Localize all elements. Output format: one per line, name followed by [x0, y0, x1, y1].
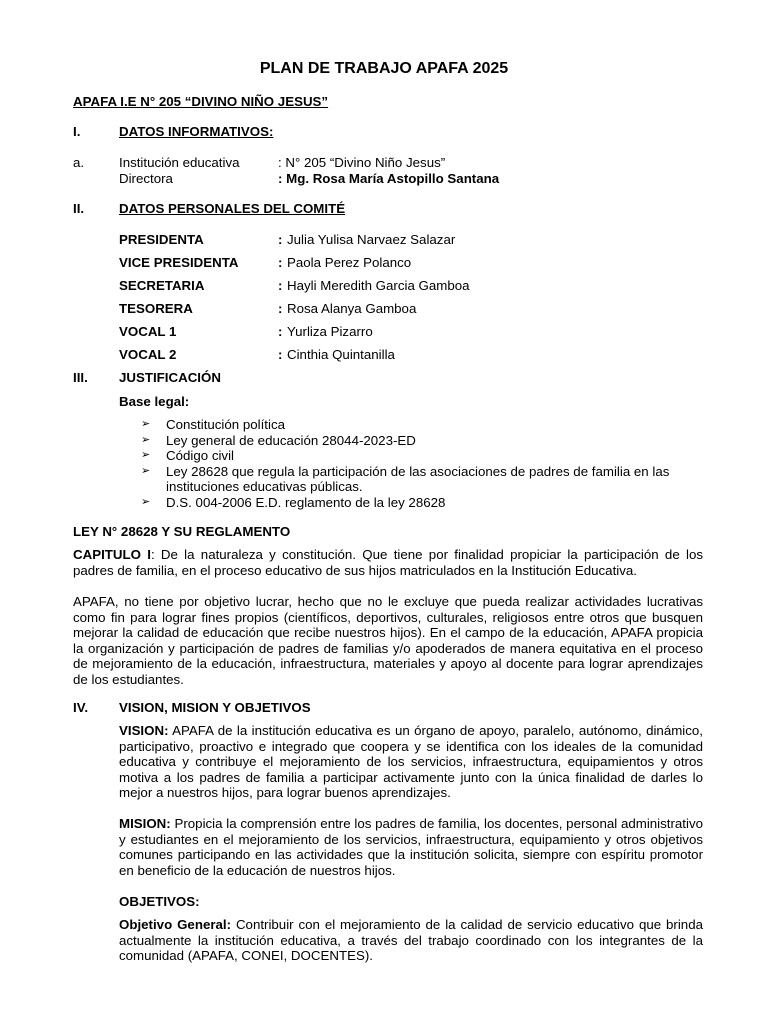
capitulo-paragraph: CAPITULO I: De la naturaleza y constitución. Que tiene por finalidad propiciar la participación de los padres de familia, en el proceso educativo de sus hijos matriculados en la Institución Educativa. — [73, 547, 703, 578]
arrow-bullet-icon: ➢ — [141, 495, 151, 508]
committee-role: SECRETARIA — [119, 278, 205, 293]
section-4-title: VISION, MISION Y OBJETIVOS — [119, 700, 311, 715]
section-4-number: IV. — [73, 700, 89, 715]
institution-label: Institución educativa — [119, 155, 240, 170]
objetivos-heading: OBJETIVOS: — [119, 894, 200, 909]
base-legal-label: Base legal: — [119, 394, 190, 409]
committee-colon: : — [278, 324, 283, 339]
arrow-bullet-icon: ➢ — [141, 433, 151, 446]
committee-name: Julia Yulisa Narvaez Salazar — [287, 232, 456, 247]
base-legal-list — [141, 417, 703, 511]
committee-colon: : — [278, 301, 283, 316]
committee-role: TESORERA — [119, 301, 193, 316]
section-2-title: DATOS PERSONALES DEL COMITÉ — [119, 201, 346, 216]
objetivo-general-paragraph: Objetivo General: Contribuir con el mejoramiento de la calidad de servicio educativo que brinda actualmente la institución educativa, a través del trabajo coordinado con los integrantes de la comunidad (APAFA, CONEI, DOCENTES). — [119, 917, 703, 964]
committee-colon: : — [278, 347, 283, 362]
section-3-title: JUSTIFICACIÓN — [119, 370, 221, 385]
committee-role: VOCAL 2 — [119, 347, 177, 362]
section-2-number: II. — [73, 201, 85, 216]
committee-name: Hayli Meredith Garcia Gamboa — [287, 278, 470, 293]
committee-name: Rosa Alanya Gamboa — [287, 301, 417, 316]
law-heading: LEY N° 28628 Y SU REGLAMENTO — [73, 524, 291, 539]
committee-name: Paola Perez Polanco — [287, 255, 412, 270]
committee-role: VICE PRESIDENTA — [119, 255, 239, 270]
section-1-title: DATOS INFORMATIVOS: — [119, 124, 274, 139]
list-item: ➢ D.S. 004-2006 E.D. reglamento de la ley 28628 — [141, 494, 446, 510]
section-3-number: III. — [73, 370, 88, 385]
arrow-bullet-icon: ➢ — [141, 449, 151, 462]
committee-role: PRESIDENTA — [119, 232, 204, 247]
arrow-bullet-icon: ➢ — [141, 418, 151, 430]
school-heading: APAFA I.E N° 205 “DIVINO NIÑO JESUS” — [73, 94, 329, 109]
list-item: ➢ Constitución política — [141, 417, 285, 432]
institution-value: : N° 205 “Divino Niño Jesus” — [278, 155, 446, 170]
arrow-bullet-icon: ➢ — [141, 464, 151, 477]
committee-colon: : — [278, 232, 283, 247]
info-letter: a. — [73, 155, 85, 170]
list-item: ➢ Ley 28628 que regula la participación de las asociaciones de padres de familia en las instituciones educativas públicas. — [141, 463, 670, 495]
document-title: PLAN DE TRABAJO APAFA 2025 — [259, 60, 509, 77]
committee-role: VOCAL 1 — [119, 324, 177, 339]
vision-paragraph: VISION: APAFA de la institución educativa es un órgano de apoyo, paralelo, autónomo, dinámico, participativo, proactivo e integrado que coopera y se identifica con los ideales de la comunidad educativa y contribuye el mejoramiento de los servicios, infraestructura, equipamientos y otros motiva a los padres de familia a participar activamente junto con la única finalidad de darles lo mejor a nuestros hijos, para lograr buenos aprendizajes. — [119, 723, 703, 801]
director-label: Directora — [119, 171, 173, 186]
apafa-paragraph: APAFA, no tiene por objetivo lucrar, hecho que no le excluye que pueda realizar actividades lucrativas como fin para lograr fines propios (científicos, deportivos, culturales, religiosos entre otros que busquen mejorar la calidad de educación que recibe nuestros hijos). En el campo de la educación, APAFA propicia la organización y participación de padres de familias y/o apoderados de manera equitativa en el proceso de mejoramiento de la educación, infraestructura, materiales y apoyo al docente para lograr aprendizajes de los estudiantes. — [73, 594, 703, 687]
committee-colon: : — [278, 278, 283, 293]
director-value: : Mg. Rosa María Astopillo Santana — [278, 171, 500, 186]
mision-paragraph: MISION: Propicia la comprensión entre los padres de familia, los docentes, personal administrativo y estudiantes en el mejoramiento de los servicios, infraestructura, equipamiento y otros objetivos comunes participando en las actividades que la institución solicita, siempre con espíritu promotor en beneficio de la educación de nuestros hijos. — [119, 816, 703, 878]
list-item: ➢ Ley general de educación 28044-2023-ED — [141, 432, 416, 448]
committee-colon: : — [278, 255, 283, 270]
committee-name: Yurliza Pizarro — [287, 324, 373, 339]
committee-name: Cinthia Quintanilla — [287, 347, 395, 362]
section-1-number: I. — [73, 124, 81, 139]
list-item: ➢ Código civil — [141, 448, 234, 464]
